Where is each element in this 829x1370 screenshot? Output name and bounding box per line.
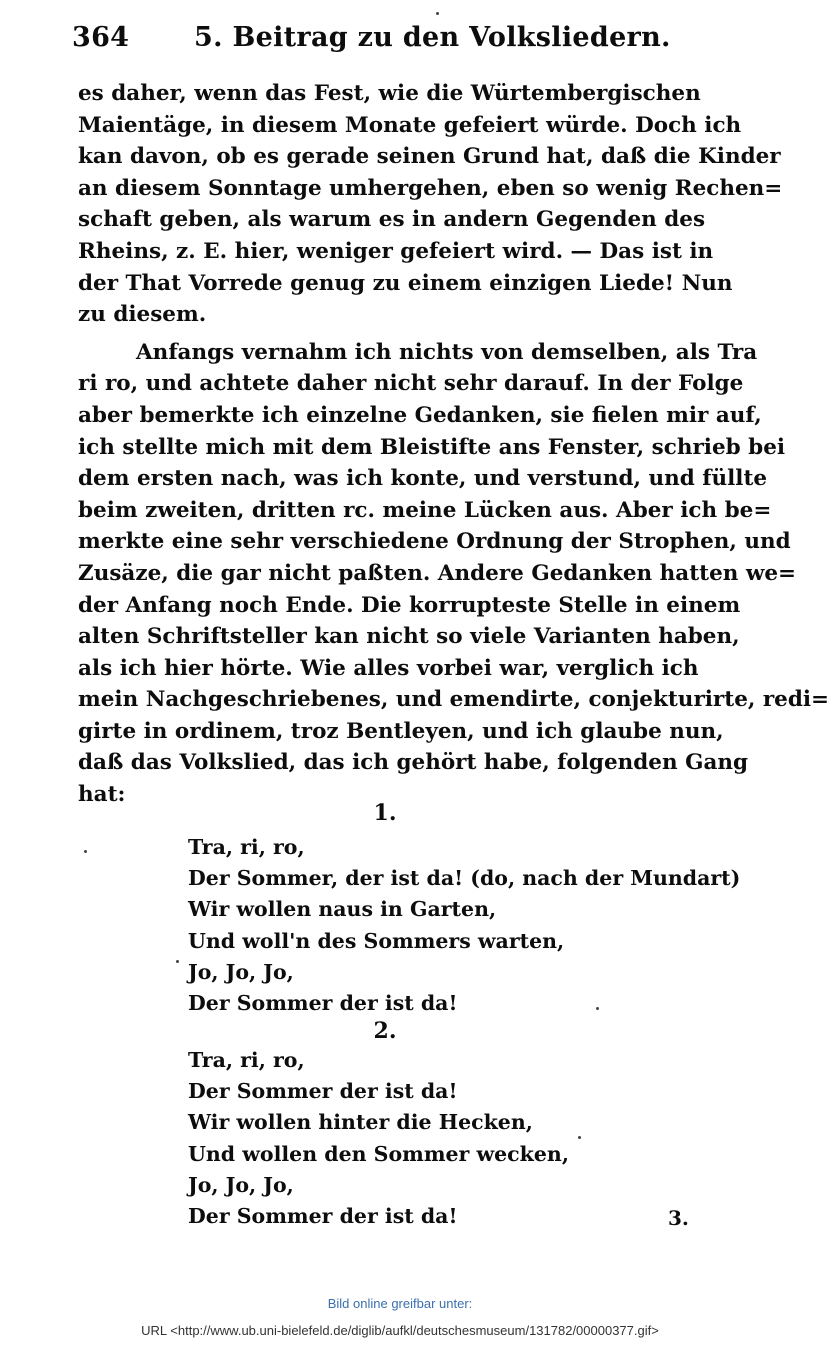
text-line: der Anfang noch Ende. Die korrupteste Stelle in einem xyxy=(78,592,741,618)
verse-line: Der Sommer der ist da! xyxy=(188,990,458,1015)
verse-line: Der Sommer der ist da! xyxy=(188,1079,458,1104)
verse-line: Tra, ri, ro, xyxy=(188,1048,305,1072)
text-line: ich stellte mich mit dem Bleistifte ans Fenster, schrieb bei xyxy=(78,434,786,460)
text-line: Zusäze, die gar nicht paßten. Andere Gedanken hatten we= xyxy=(78,560,797,586)
text-line: hat: xyxy=(78,782,126,808)
verse-line: Jo, Jo, Jo, xyxy=(188,959,294,984)
body-text xyxy=(78,78,829,811)
text-line: alten Schriftsteller kan nicht so viele Varianten haben, xyxy=(78,624,740,650)
page-header xyxy=(72,22,692,62)
text-line: daß das Volkslied, das ich gehört habe, folgenden Gang xyxy=(78,750,749,776)
text-line: Anfangs vernahm ich nichts von demselben, als Tra xyxy=(136,339,758,365)
text-line: es daher, wenn das Fest, wie die Würtembergischen xyxy=(78,81,701,106)
text-line: an diesem Sonntage umhergehen, eben so wenig Rechen= xyxy=(78,175,783,201)
scan-speck xyxy=(436,12,439,15)
scan-speck xyxy=(84,850,87,853)
scan-speck xyxy=(596,1007,599,1010)
text-line: als ich hier hörte. Wie alles vorbei war, verglich ich xyxy=(78,655,699,681)
text-line: zu diesem. xyxy=(78,302,207,328)
verse-line: Tra, ri, ro, xyxy=(188,835,305,859)
stanza xyxy=(188,832,741,1019)
verse-line: Jo, Jo, Jo, xyxy=(188,1172,294,1197)
footer-link[interactable]: Bild online greifbar unter: xyxy=(327,1296,473,1311)
text-line: merkte eine sehr verschiedene Ordnung der Strophen, und xyxy=(78,529,791,555)
running-title: 5. Beitrag zu den Volksliedern. xyxy=(194,22,671,53)
verse-line: Und wollen den Sommer wecken, xyxy=(188,1141,569,1166)
scan-speck xyxy=(578,1136,581,1139)
text-line: Rheins, z. E. hier, weniger gefeiert wird. — Das ist in xyxy=(78,238,714,264)
text-line: Maientäge, in diesem Monate gefeiert würde. Doch ich xyxy=(78,112,742,138)
text-line: schaft geben, als warum es in andern Gegenden des xyxy=(78,207,706,233)
stanza xyxy=(188,1045,688,1232)
text-line: beim zweiten, dritten rc. meine Lücken aus. Aber ich be= xyxy=(78,497,772,523)
text-line: ri ro, und achtete daher nicht sehr darauf. In der Folge xyxy=(78,371,744,397)
text-line: mein Nachgeschriebenes, und emendirte, conjekturirte, redi= xyxy=(78,687,829,713)
verse-line: Der Sommer der ist da! xyxy=(188,1203,458,1228)
catchword: 3. xyxy=(668,1206,689,1230)
text-line: aber bemerkte ich einzelne Gedanken, sie fielen mir auf, xyxy=(78,402,762,428)
stanza-number: 2. xyxy=(373,1018,397,1044)
verse-line: Wir wollen naus in Garten, xyxy=(188,897,497,922)
text-line: kan davon, ob es gerade seinen Grund hat, daß die Kinder xyxy=(78,144,781,170)
verse-line: Der Sommer, der ist da! (do, nach der Mundart) xyxy=(188,866,741,891)
text-line: der That Vorrede genug zu einem einzigen Liede! Nun xyxy=(78,270,733,296)
verse-line: Und woll'n des Sommers warten, xyxy=(188,928,565,953)
stanza-number: 1. xyxy=(373,800,397,826)
verse-line: Wir wollen hinter die Hecken, xyxy=(188,1110,533,1135)
text-line: dem ersten nach, was ich konte, und verstund, und füllte xyxy=(78,466,768,492)
text-line: girte in ordinem, troz Bentleyen, und ich glaube nun, xyxy=(78,718,724,744)
page-number: 364 xyxy=(72,22,130,53)
scan-speck xyxy=(176,960,179,963)
footer-url: URL <http://www.ub.uni-bielefeld.de/diglib/aufkl/deutschesmuseum/131782/00000377.gif> xyxy=(141,1323,659,1338)
